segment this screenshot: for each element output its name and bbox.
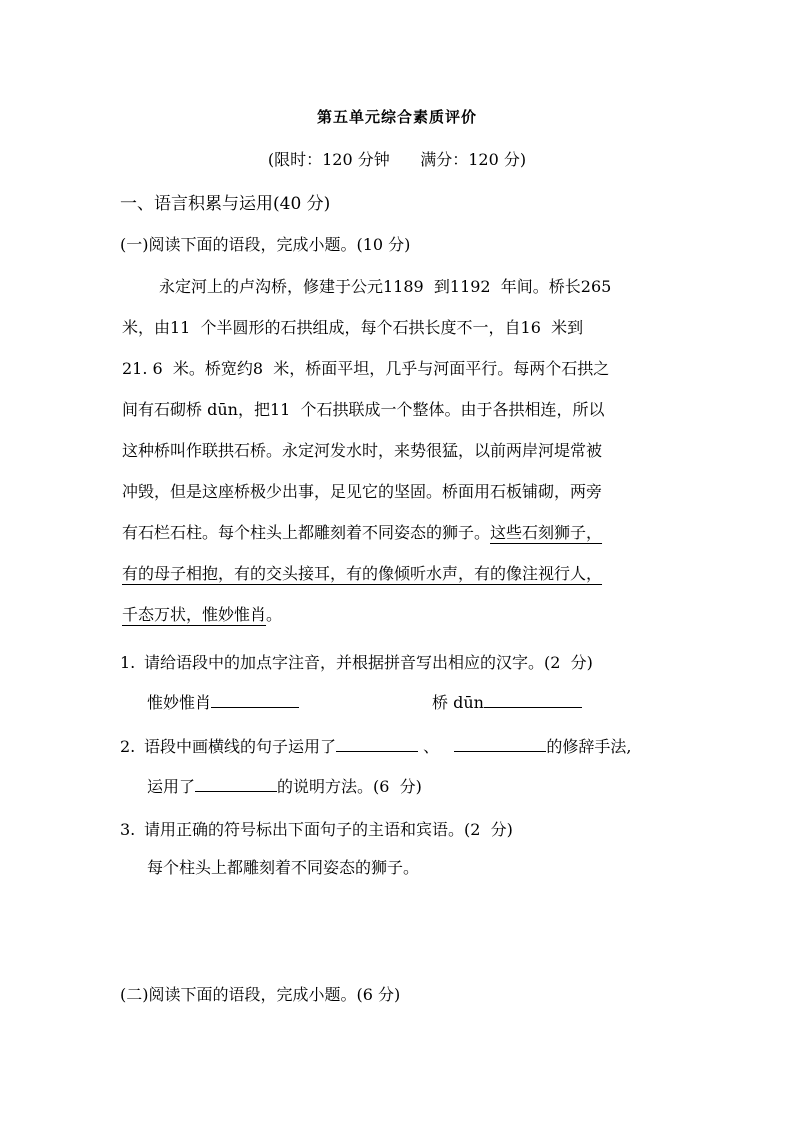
- reading-passage: [122, 266, 682, 635]
- rhetoric-blank-2[interactable]: [454, 735, 546, 752]
- passage-line-7: [122, 512, 682, 553]
- explanation-method-blank[interactable]: [195, 775, 277, 792]
- underlined-sentence-start: 这些石刻狮子，: [490, 523, 603, 542]
- question-2: [120, 734, 631, 757]
- passage-line-7-plain: 有石栏石柱。每个柱头上都雕刻着不同姿态的狮子。: [122, 523, 491, 542]
- page-title: 第五单元综合素质评价: [316, 108, 477, 126]
- question-2-number: 2.: [120, 737, 136, 756]
- question-1-answer-1: [147, 690, 299, 713]
- passage-line-3: 21. 6 米。桥宽约8 米，桥面平坦，几乎与河面平行。每两个石拱之: [122, 359, 610, 378]
- part-heading-1: (一)阅读下面的语段，完成小题。(10 分): [120, 235, 411, 254]
- passage-line-4: 间有石砌桥 dūn，把11 个石拱联成一个整体。由于各拱相连，所以: [122, 400, 605, 419]
- question-2-separator: 、: [423, 737, 440, 756]
- rhetoric-blank-1[interactable]: [336, 735, 418, 752]
- question-1-text: 请给语段中的加点字注音，并根据拼音写出相应的汉字。(2 分): [144, 653, 593, 672]
- question-3-sentence[interactable]: 每个柱头上都雕刻着不同姿态的狮子。: [147, 858, 420, 877]
- answer-2-label: 桥 dūn: [432, 693, 484, 712]
- passage-line-6: 冲毁，但是这座桥极少出事，足见它的坚固。桥面用石板铺砌，两旁: [122, 482, 603, 501]
- time-limit: (限时：120 分钟: [267, 150, 390, 169]
- question-2-line2-b: 的说明方法。(6 分): [277, 777, 422, 796]
- passage-line-9: [122, 594, 682, 635]
- question-2-text-b: 的修辞手法,: [546, 737, 632, 756]
- question-3: [120, 817, 513, 840]
- question-1-answer-2: [432, 690, 582, 713]
- passage-line-9-end: 。: [266, 605, 283, 624]
- section-heading-1: 一、语言积累与运用(40 分): [120, 194, 331, 214]
- question-1: [120, 650, 593, 673]
- answer-1-blank[interactable]: [211, 691, 299, 708]
- question-3-text: 请用正确的符号标出下面句子的主语和宾语。(2 分): [144, 820, 513, 839]
- underlined-sentence-middle: 有的母子相抱，有的交头接耳，有的像倾听水声，有的像注视行人，: [122, 564, 603, 583]
- passage-line-5: 这种桥叫作联拱石桥。永定河发水时，来势很猛，以前两岸河堤常被: [122, 441, 603, 460]
- answer-2-blank[interactable]: [484, 691, 582, 708]
- full-score: 满分：120 分): [420, 150, 527, 169]
- answer-1-label: 惟妙惟肖: [147, 693, 212, 712]
- part-heading-2: (二)阅读下面的语段，完成小题。(6 分): [120, 985, 401, 1004]
- question-1-number: 1.: [120, 653, 136, 672]
- question-2-line-2: [147, 774, 422, 797]
- question-3-number: 3.: [120, 820, 136, 839]
- passage-line-1: 永定河上的卢沟桥，修建于公元1189 到1192 年间。桥长265: [159, 277, 612, 296]
- underlined-sentence-end: 千态万状，惟妙惟肖: [122, 605, 267, 624]
- passage-line-8: [122, 553, 682, 594]
- passage-line-2: 米，由11 个半圆形的石拱组成，每个石拱长度不一，自16 米到: [122, 318, 584, 337]
- exam-meta: [0, 147, 794, 170]
- question-2-text-a: 语段中画横线的句子运用了: [144, 737, 337, 756]
- question-2-line2-a: 运用了: [147, 777, 196, 796]
